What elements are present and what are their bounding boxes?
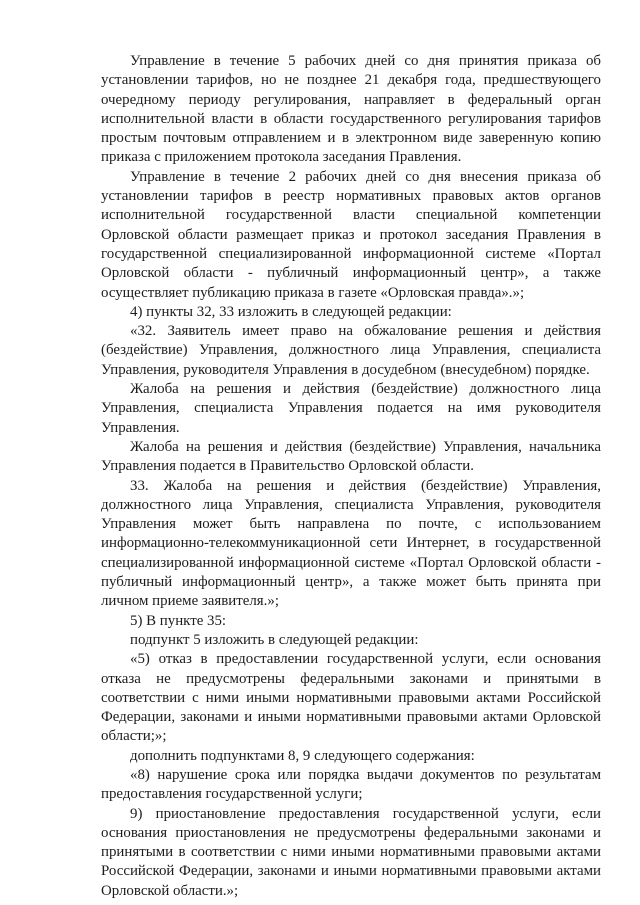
paragraph-tariff-copy-submission: Управление в течение 5 рабочих дней со дня принятия приказа об установлении тарифов, но не позднее 21 декабря года, предшествующего очередному периоду регулирования, направляет в федеральный орган исполнительной власти в области государственного регулирования тарифов простым почтовым отправлением и в электронном виде заверенную копию приказа с приложением протокола заседания Правления. — [101, 53, 601, 166]
paragraph-complaint-to-government: Жалоба на решения и действия (бездействие) Управления, начальника Управления подается в Правительство Орловской области. — [101, 438, 601, 475]
paragraph-clause-33: 33. Жалоба на решения и действия (бездействие) Управления, должностного лица Управления, специалиста Управления, руководителя Управления может быть направлена по почте, с использованием информационно-телекоммуникационной сети Интернет, в государственной специализированной информационной системе «Портал Орловской области - публичный информационный центр», а также может быть принята при личном приеме заявителя.»; — [101, 477, 601, 610]
paragraph-item-5-intro: 5) В пункте 35: — [130, 612, 227, 629]
paragraph-subitem-5-text: «5) отказ в предоставлении государственной услуги, если основания отказа не предусмотрены федеральными законами и принятыми в соответствии с ними иными нормативными правовыми актами Российской Федерации, законами и иными нормативными правовыми актами Орловской области;»; — [101, 651, 601, 745]
paragraph-clause-32: «32. Заявитель имеет право на обжалование решения и действия (бездействие) Управления, должностного лица Управления, специалиста Управления, руководителя Управления в досудебном (внесудебном) порядке. — [101, 323, 601, 378]
paragraph-complaint-to-head: Жалоба на решения и действия (бездействие) должностного лица Управления, специалиста Управления подается на имя руководителя Управления. — [101, 381, 601, 436]
paragraph-subitem-8: «8) нарушение срока или порядка выдачи документов по результатам предоставления государственной услуги; — [101, 766, 601, 803]
paragraph-tariff-publication: Управление в течение 2 рабочих дней со дня внесения приказа об установлении тарифов в реестр нормативных правовых актов органов исполнительной государственной власти специальной компетенции Орловской области размещает приказ и протокол заседания Правления в государственной специализированной информационной системе «Портал Орловской области - публичный информационный центр», а также осуществляет публикацию приказа в газете «Орловская правда».»; — [101, 168, 601, 301]
document-page — [101, 52, 601, 901]
paragraph-subitem-9: 9) приостановление предоставления государственной услуги, если основания приостановления не предусмотрены федеральными законами и принятыми в соответствии с ними иными нормативными правовыми актами Российской Федерации, законами и иными нормативными правовыми актами Орловской области.»; — [101, 805, 601, 899]
paragraph-subitem-5-intro: подпункт 5 изложить в следующей редакции: — [130, 631, 419, 648]
paragraph-add-subitems-intro: дополнить подпунктами 8, 9 следующего содержания: — [130, 747, 475, 764]
paragraph-item-4-intro: 4) пункты 32, 33 изложить в следующей редакции: — [130, 303, 452, 320]
